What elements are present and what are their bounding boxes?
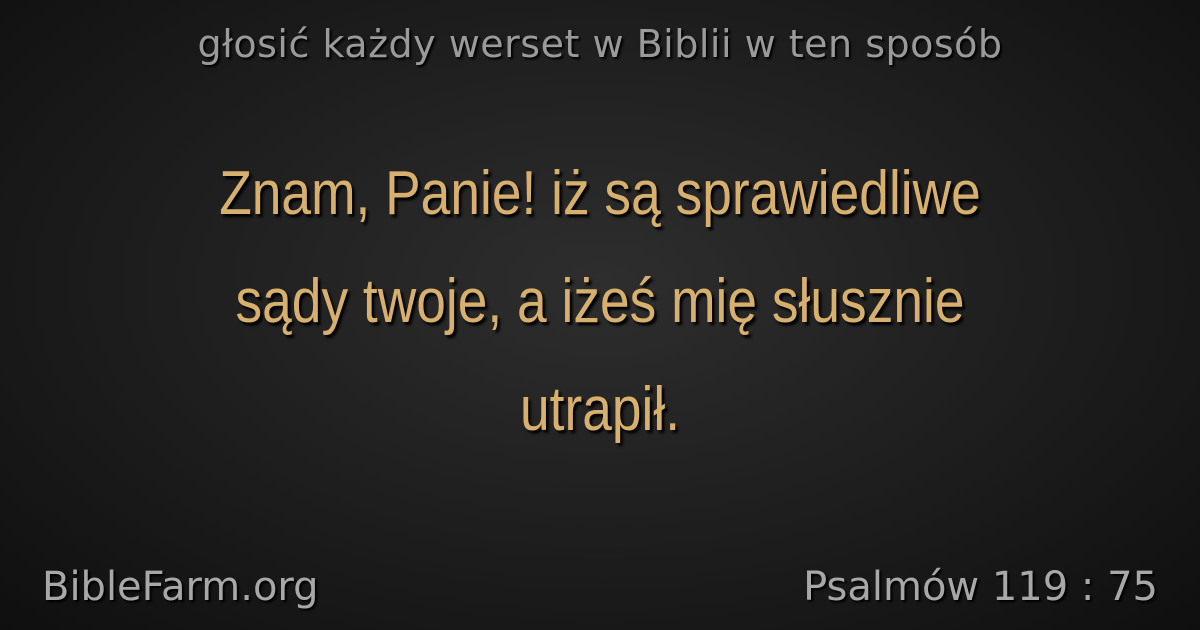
site-name: BibleFarm.org (42, 564, 319, 610)
tagline: głosić każdy werset w Biblii w ten sposób (197, 22, 1003, 66)
verse-line: Znam, Panie! iż są sprawiedliwe (219, 159, 981, 228)
verse-reference: Psalmów 119 : 75 (803, 564, 1158, 610)
verse-line: utrapił. (519, 375, 681, 444)
verse-text (118, 140, 1081, 464)
verse-line: sądy twoje, a iżeś mię słusznie (235, 267, 965, 336)
